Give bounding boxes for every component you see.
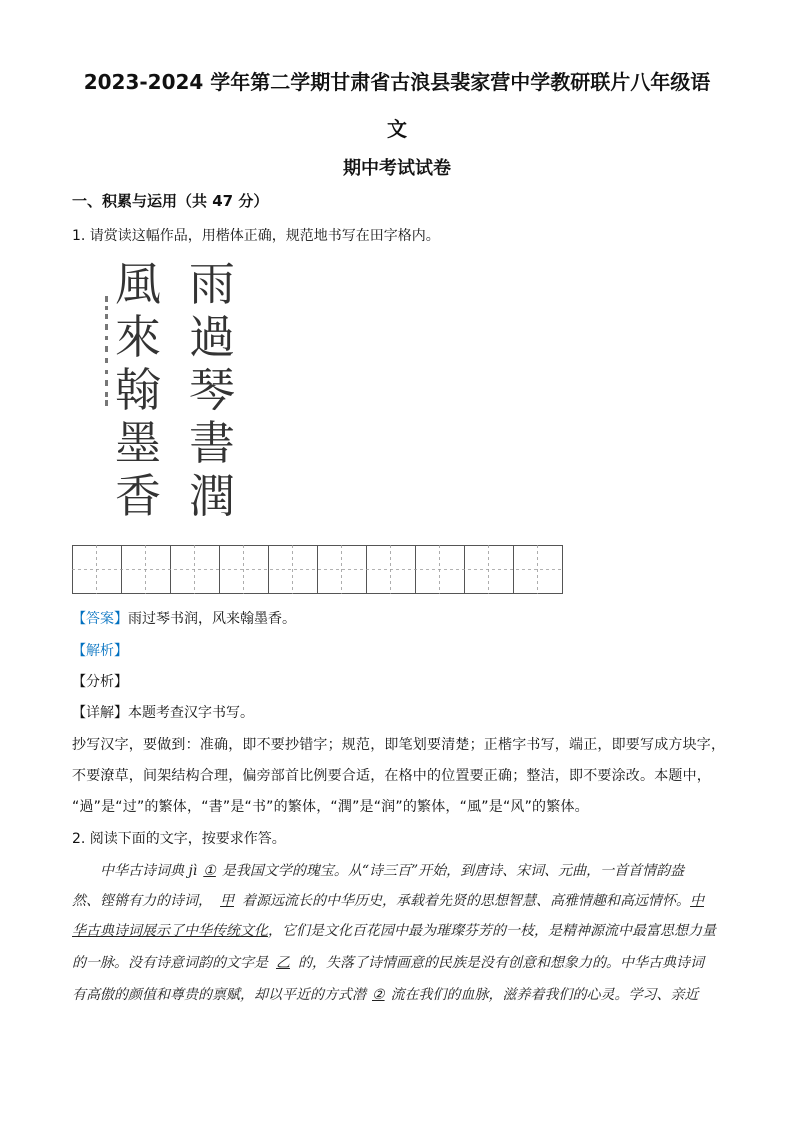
underlined-sentence: 华古典诗词展示了中华传统文化 bbox=[72, 923, 268, 939]
passage-text: 流在我们的血脉，滋养着我们的心灵。学习、亲近 bbox=[390, 987, 699, 1003]
section-heading: 一、积累与运用（共 47 分） bbox=[72, 192, 269, 210]
passage-text: ，它们是文化百花园中最为璀璨芬芳的一枝，是精神源流中最富思想力量 bbox=[268, 923, 716, 939]
passage-line bbox=[72, 890, 704, 910]
passage-text: 着源远流长的中华历史，承载着先贤的思想智慧、高雅情趣和高远情怀。 bbox=[242, 893, 690, 909]
q1-prompt: 1. 请赏读这幅作品，用楷体正确，规范地书写在田字格内。 bbox=[72, 228, 440, 244]
analysis-tag: 【解析】 bbox=[72, 643, 128, 659]
passage-line bbox=[72, 984, 699, 1004]
calligraphy-char: 翰 bbox=[115, 363, 161, 417]
underlined-sentence: 中 bbox=[690, 893, 704, 909]
tianzige-grid[interactable] bbox=[72, 545, 564, 595]
calligraphy-artwork bbox=[104, 258, 244, 530]
answer-tag: 【答案】 bbox=[72, 611, 128, 627]
exam-title-line2: 文 bbox=[387, 117, 407, 141]
exam-subtitle: 期中考试试卷 bbox=[343, 158, 451, 179]
passage-text: 然、铿锵有力的诗词， bbox=[72, 893, 212, 909]
explanation-line: 抄写汉字，要做到：准确，即不要抄错字；规范，即笔划要清楚；正楷字书写，端正，即要写成方块字， bbox=[72, 737, 726, 753]
q2-prompt: 2. 阅读下面的文字，按要求作答。 bbox=[72, 831, 286, 847]
blank-1[interactable]: ① bbox=[203, 863, 216, 879]
calligraphy-char: 墨 bbox=[115, 416, 161, 470]
blank-yi[interactable]: 乙 bbox=[276, 955, 290, 971]
inscription-marks bbox=[104, 296, 110, 406]
q1-answer bbox=[72, 608, 296, 628]
calligraphy-char: 香 bbox=[115, 469, 161, 523]
calligraphy-left-column bbox=[108, 258, 168, 523]
passage-text: 的，失落了诗情画意的民族是没有创意和想象力的。中华古典诗词 bbox=[298, 955, 704, 971]
blank-jia[interactable]: 甲 bbox=[220, 893, 234, 909]
explanation-line: “過”是“过”的繁体，“書”是“书”的繁体，“潤”是“润”的繁体，“風”是“风”的繁体。 bbox=[72, 799, 589, 815]
detail-tag: 【详解】 bbox=[72, 705, 128, 721]
calligraphy-char: 琴 bbox=[189, 363, 235, 417]
passage-line bbox=[100, 860, 684, 880]
q1-detail bbox=[72, 702, 254, 722]
passage-text: 有高傲的颜值和尊贵的禀赋，却以平近的方式潜 bbox=[72, 987, 366, 1003]
answer-text: 雨过琴书润，风来翰墨香。 bbox=[128, 611, 296, 627]
passage-text: 是我国文学的瑰宝。从“诗三百”开始，到唐诗、宋词、元曲，一首首情韵盎 bbox=[221, 863, 685, 879]
passage-text: 的一脉。没有诗意词韵的文字是 bbox=[72, 955, 268, 971]
explanation-line: 不要潦草，间架结构合理，偏旁部首比例要合适，在格中的位置要正确；整洁，即不要涂改。本题中， bbox=[72, 768, 711, 784]
passage-line bbox=[72, 920, 716, 940]
calligraphy-char: 風 bbox=[115, 257, 161, 311]
calligraphy-char: 書 bbox=[189, 416, 235, 470]
calligraphy-char: 雨 bbox=[189, 257, 235, 311]
passage-line bbox=[72, 952, 704, 972]
calligraphy-right-column bbox=[182, 258, 242, 523]
calligraphy-char: 來 bbox=[115, 310, 161, 364]
exam-title-line1: 2023-2024 学年第二学期甘肃省古浪县裴家营中学教研联片八年级语 bbox=[83, 70, 711, 94]
passage-text: 中华古诗词典 jì bbox=[100, 863, 198, 879]
blank-2[interactable]: ② bbox=[372, 987, 385, 1003]
fenxi-tag: 【分析】 bbox=[72, 674, 128, 690]
calligraphy-char: 潤 bbox=[189, 469, 235, 523]
detail-text: 本题考查汉字书写。 bbox=[128, 705, 254, 721]
calligraphy-char: 過 bbox=[189, 310, 235, 364]
